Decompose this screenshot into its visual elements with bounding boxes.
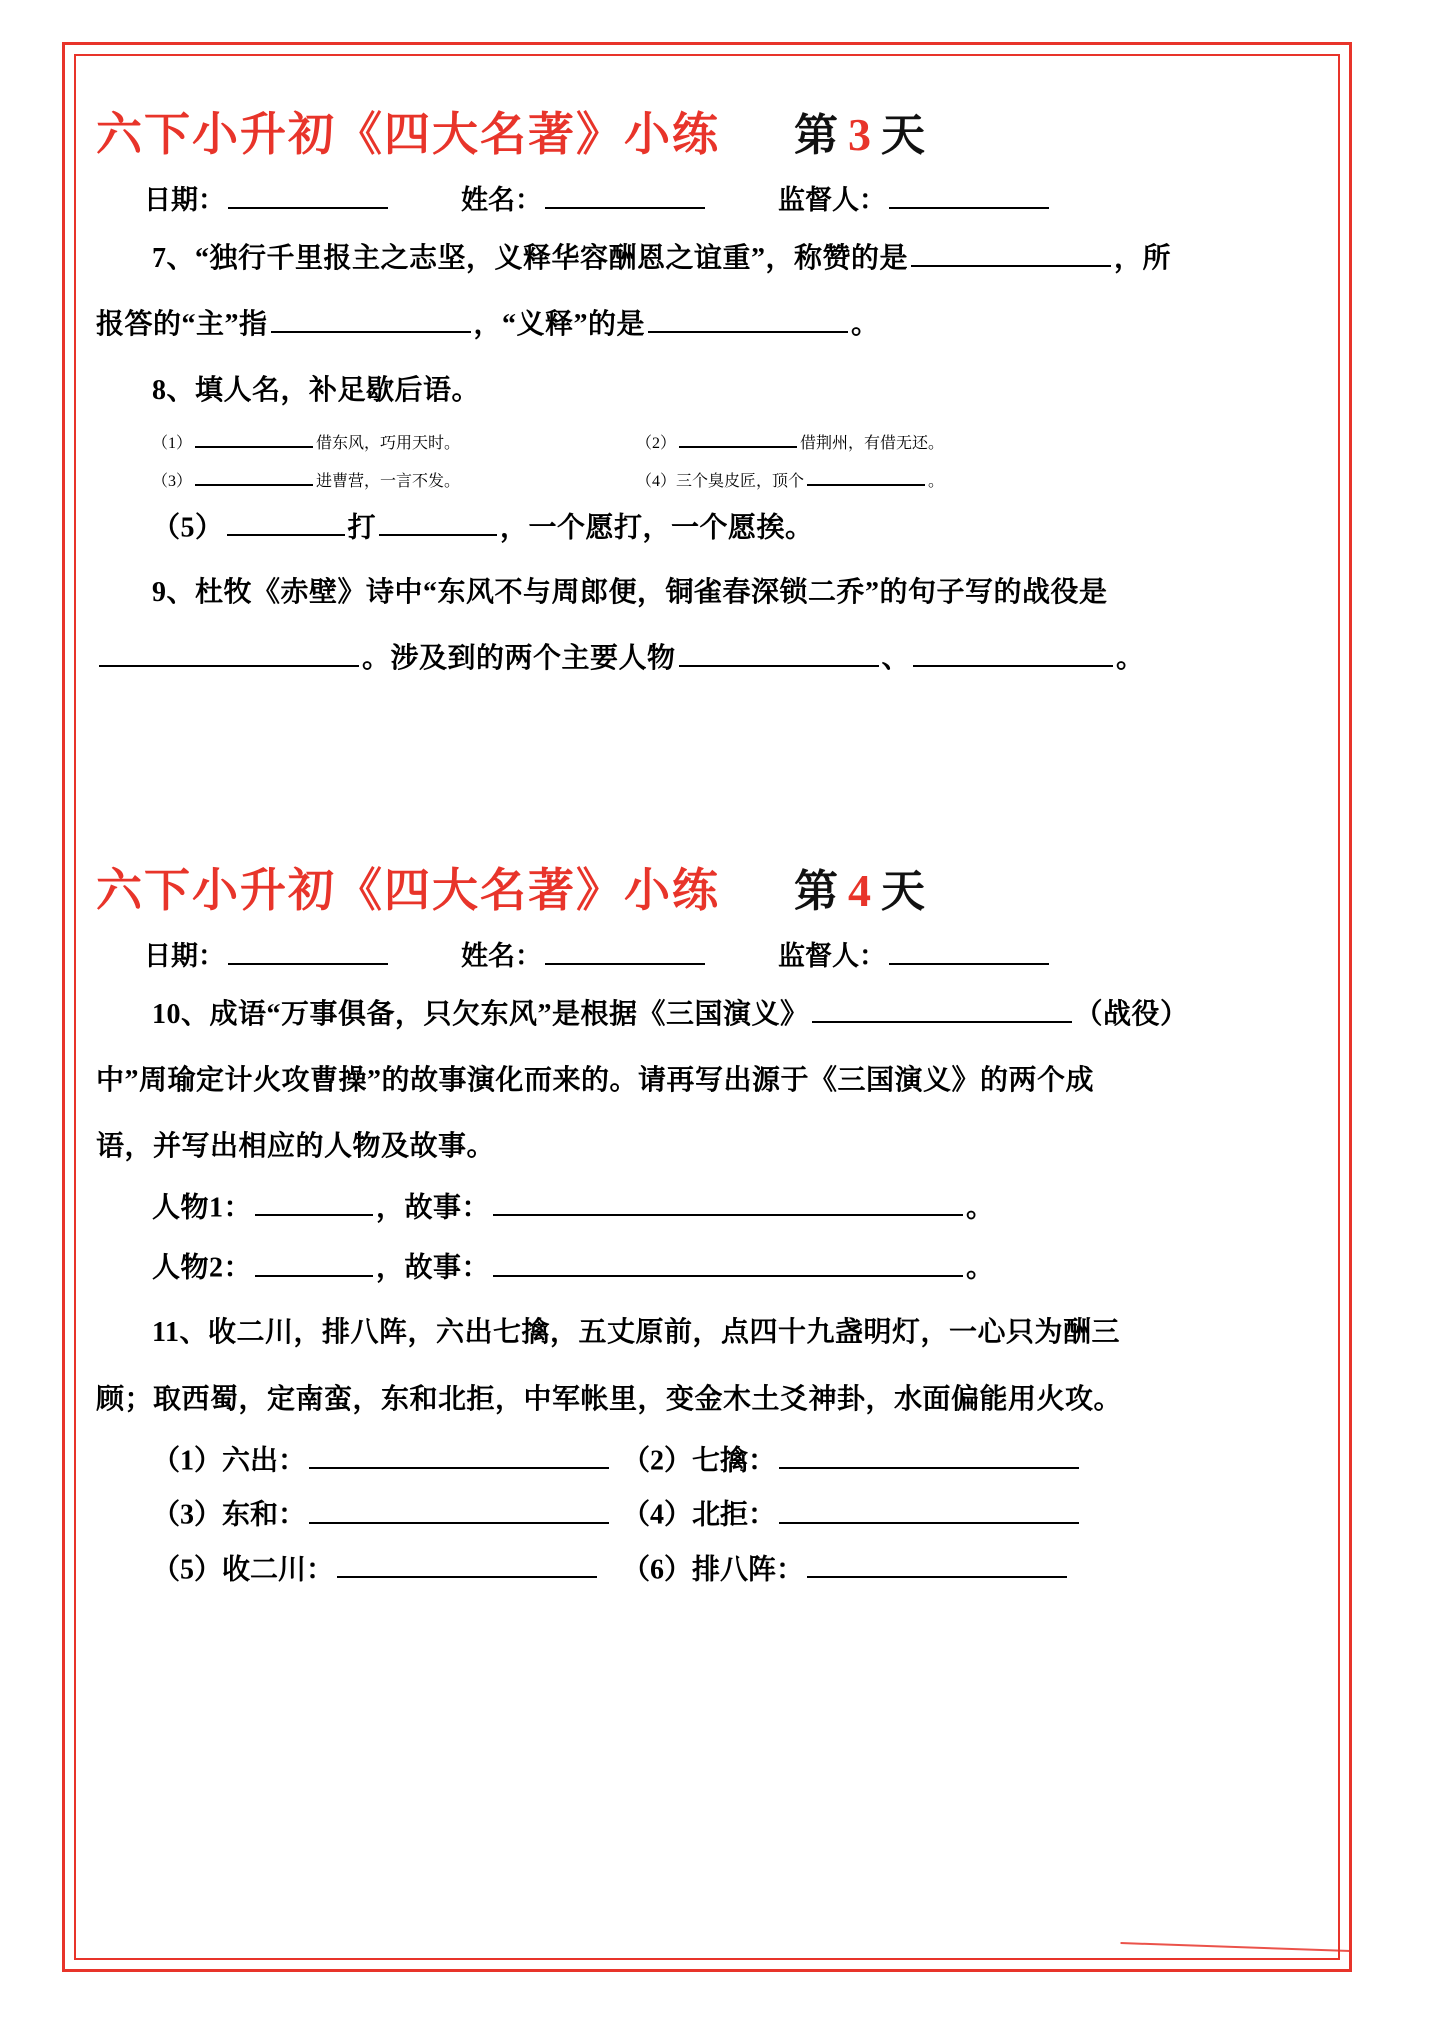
question-7-line1 (96, 235, 1316, 283)
answer-1-end: 。 (966, 1192, 995, 1224)
question-11-text-a: 收二川，排八阵，六出七擒，五丈原前，点四十九盏明灯，一心只为酬三 (207, 1317, 1120, 1349)
item-3-label: （3） (152, 473, 193, 491)
question-11-line2: 顾；取西蜀，定南蛮，东和北拒，中军帐里，变金木土爻神卦，水面偏能用火攻。 (96, 1383, 1123, 1415)
question-11-row-3 (96, 1547, 1316, 1587)
worksheet-title-row-day4 (96, 854, 1316, 920)
question-10-answer-1 (96, 1185, 1316, 1231)
item-11-3-blank[interactable] (309, 1492, 609, 1523)
item-2-blank[interactable] (679, 429, 797, 448)
item-4-pre: 三个臭皮匠，顶个 (676, 473, 805, 491)
question-11-line1 (96, 1309, 1316, 1357)
item-5-blank-2[interactable] (379, 505, 497, 536)
story-2-blank[interactable] (493, 1245, 963, 1276)
item-11-5-blank[interactable] (337, 1547, 597, 1578)
question-9-end: 。 (1116, 643, 1145, 675)
day-suffix-2: 天 (881, 866, 929, 916)
question-8-item-1 (96, 429, 636, 453)
answer-2-end: 。 (966, 1252, 995, 1284)
meta-supervisor (778, 178, 1052, 217)
item-5-blank-1[interactable] (227, 505, 345, 536)
question-9-text: 杜牧《赤壁》诗中“东风不与周郎便，铜雀春深锁二乔”的句子写的战役是 (195, 577, 1108, 609)
question-7-tail: ，所 (1114, 243, 1172, 274)
meta-name-input-2[interactable] (545, 934, 705, 964)
item-11-4-label: （4）北拒： (622, 1499, 777, 1531)
question-8-item-2 (636, 429, 944, 453)
item-11-6-blank[interactable] (807, 1547, 1067, 1578)
question-7-text: “独行千里报主之志坚，义释华容酬恩之谊重”，称赞的是 (195, 243, 909, 274)
story-2-label: ，故事： (376, 1252, 491, 1284)
worksheet-title: 六下小升初《四大名著》小练 (96, 107, 720, 161)
question-8-number: 8、 (152, 375, 196, 407)
question-9-number: 9、 (152, 577, 196, 609)
item-5-post: ，一个愿打，一个愿挨。 (500, 512, 814, 544)
question-7-line2 (96, 301, 1316, 349)
day-prefix-2: 第 (794, 866, 842, 916)
meta-supervisor-2 (778, 934, 1052, 973)
day-number: 3 (848, 109, 875, 160)
question-7-end: 。 (851, 309, 880, 341)
meta-date-label: 日期： (144, 185, 225, 215)
question-10-line1 (96, 991, 1316, 1039)
meta-row-day3 (96, 178, 1316, 217)
question-8-item-3 (96, 467, 636, 491)
question-7-blank-1[interactable] (911, 236, 1111, 267)
question-8-row-2 (96, 453, 1316, 491)
meta-name-label-2: 姓名： (461, 940, 542, 971)
meta-name-input[interactable] (545, 179, 705, 209)
meta-supervisor-label: 监督人： (778, 185, 886, 215)
item-4-post: 。 (928, 473, 945, 491)
page-content (96, 78, 1316, 1938)
question-11-row-1 (96, 1438, 1316, 1478)
question-9-blank-3[interactable] (913, 636, 1113, 667)
day-suffix: 天 (881, 111, 929, 160)
item-5-mid: 打 (347, 512, 377, 544)
section-spacer (96, 684, 1316, 834)
question-9-line2 (96, 635, 1316, 683)
question-10-blank-1[interactable] (812, 991, 1072, 1022)
question-11-item-3 (152, 1492, 622, 1532)
question-9-sep: 、 (881, 643, 911, 675)
item-11-1-label: （1）六出： (152, 1445, 307, 1477)
question-7-blank-2[interactable] (271, 302, 471, 333)
item-11-4-blank[interactable] (779, 1492, 1079, 1523)
question-11-item-4 (622, 1492, 1082, 1532)
question-11-item-6 (622, 1547, 1070, 1587)
question-10-line2: 中”周瑜定计火攻曹操”的故事演化而来的。请再写出源于《三国演义》的两个成 (96, 1064, 1095, 1096)
item-1-label: （1） (152, 435, 193, 453)
item-11-2-blank[interactable] (779, 1438, 1079, 1469)
item-11-3-label: （3）东和： (152, 1499, 307, 1531)
meta-supervisor-label-2: 监督人： (778, 940, 886, 971)
question-10-text-b: （战役） (1074, 998, 1189, 1030)
question-7-text-c: ，“义释”的是 (473, 309, 646, 341)
item-1-text: 借东风，巧用天时。 (316, 435, 461, 453)
question-9-text-b: 。涉及到的两个主要人物 (362, 643, 676, 675)
meta-date (144, 178, 391, 217)
item-4-blank[interactable] (807, 467, 925, 486)
item-11-5-label: （5）收二川： (152, 1553, 335, 1585)
question-9-blank-2[interactable] (679, 636, 879, 667)
meta-date-2 (144, 934, 391, 973)
worksheet-title-2: 六下小升初《四大名著》小练 (96, 862, 720, 917)
meta-name-2 (461, 934, 708, 973)
day-prefix: 第 (794, 111, 842, 160)
meta-supervisor-input-2[interactable] (889, 934, 1049, 964)
worksheet-title-row-day3 (96, 98, 1316, 164)
person-2-label: 人物2： (152, 1252, 253, 1284)
item-11-6-label: （6）排八阵： (622, 1553, 805, 1585)
item-5-label: （5） (152, 512, 224, 544)
question-11-row-2 (96, 1492, 1316, 1532)
question-8-stem (96, 367, 1316, 415)
meta-date-input[interactable] (228, 179, 388, 209)
question-7-text-b: 报答的“主”指 (96, 309, 268, 341)
meta-date-input-2[interactable] (228, 934, 388, 964)
question-7-number: 7、 (152, 243, 196, 274)
item-2-text: 借荆州，有借无还。 (800, 435, 945, 453)
question-11-number: 11、 (152, 1317, 208, 1349)
question-9-blank-1[interactable] (99, 636, 359, 667)
question-11-item-5 (152, 1547, 622, 1587)
question-11-item-2 (622, 1438, 1082, 1478)
meta-date-label-2: 日期： (144, 940, 225, 971)
worksheet-section-day3 (96, 98, 1316, 684)
item-1-blank[interactable] (195, 429, 313, 448)
story-1-blank[interactable] (493, 1185, 963, 1216)
item-11-2-label: （2）七擒： (622, 1445, 777, 1477)
meta-name-label: 姓名： (461, 185, 542, 215)
question-10-text-a: 成语“万事俱备，只欠东风”是根据《三国演义》 (209, 998, 809, 1030)
question-10-number: 10、 (152, 998, 210, 1030)
person-1-label: 人物1： (152, 1192, 253, 1224)
item-3-blank[interactable] (195, 467, 313, 486)
question-8-text: 填人名，补足歇后语。 (195, 375, 481, 407)
meta-row-day4 (96, 934, 1316, 973)
question-10-line3: 语，并写出相应的人物及故事。 (96, 1130, 496, 1162)
question-10-answer-2 (96, 1245, 1316, 1291)
item-3-text: 进曹营，一言不发。 (316, 473, 461, 491)
question-11-item-1 (152, 1438, 622, 1478)
worksheet-section-day4 (96, 854, 1316, 1587)
question-8-item-4 (636, 467, 944, 491)
question-7-blank-3[interactable] (648, 302, 848, 333)
question-8-row-1 (96, 415, 1316, 453)
item-11-1-blank[interactable] (309, 1438, 609, 1469)
day-number-2: 4 (848, 864, 875, 916)
story-1-label: ，故事： (376, 1192, 491, 1224)
question-8-item-5 (96, 505, 1316, 551)
worksheet-day-label-2 (794, 855, 929, 919)
worksheet-day-label (794, 99, 929, 163)
meta-supervisor-input[interactable] (889, 179, 1049, 209)
person-1-blank[interactable] (255, 1185, 373, 1216)
question-9-line1 (96, 569, 1316, 617)
item-4-label: （4） (636, 473, 677, 491)
person-2-blank[interactable] (255, 1245, 373, 1276)
meta-name (461, 178, 708, 217)
item-2-label: （2） (636, 435, 677, 453)
